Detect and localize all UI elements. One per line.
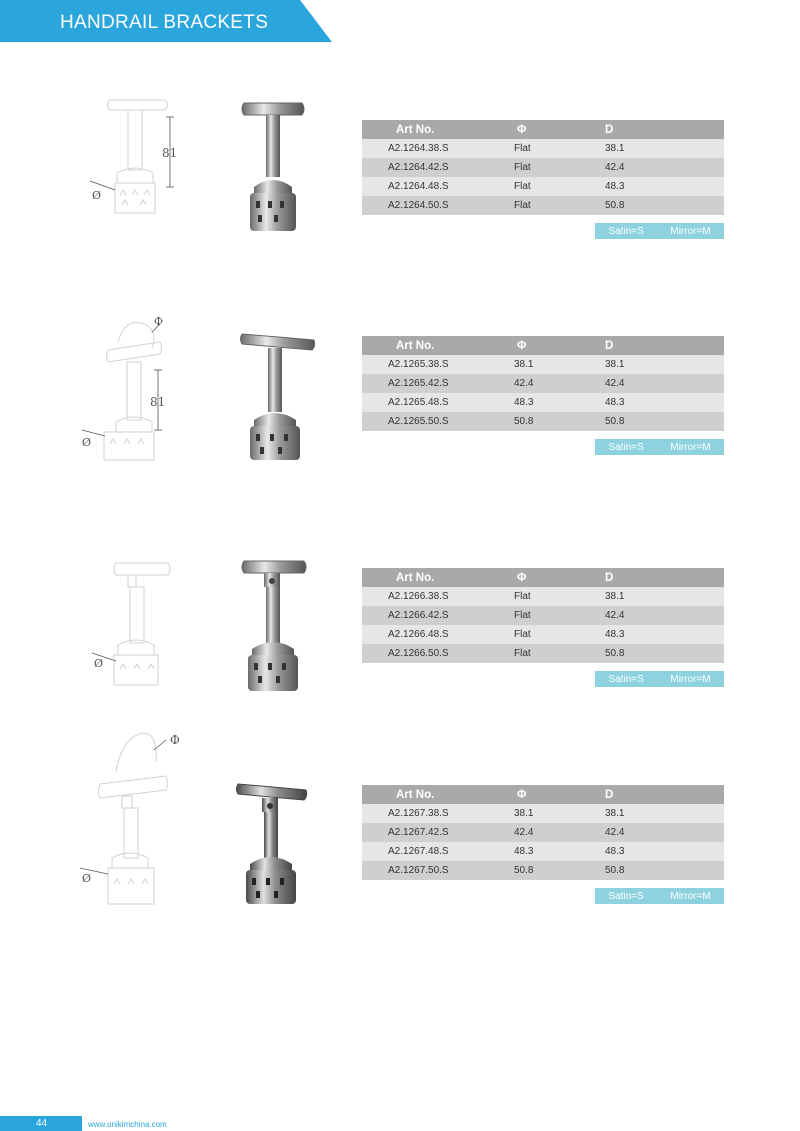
table-row: A2.1267.50.S 50.8 50.8 (362, 861, 724, 880)
column-header-art-no: Art No. (362, 336, 514, 355)
spec-table-1265 (362, 336, 724, 431)
dimension-phi-label: Φ (170, 733, 180, 747)
dimension-diameter-label: Ø (82, 436, 92, 449)
table-row: A2.1267.48.S 48.3 48.3 (362, 842, 724, 861)
table-row: A2.1265.42.S 42.4 42.4 (362, 374, 724, 393)
finish-mirror-label: Mirror=M (670, 225, 711, 237)
product-section-1265 (0, 312, 800, 512)
dimension-phi-label: Φ (154, 315, 164, 328)
product-section-1267 (0, 728, 800, 928)
spec-table-1266 (362, 568, 724, 663)
dimension-diameter-label: Ø (92, 189, 102, 202)
table-row: A2.1265.48.S 48.3 48.3 (362, 393, 724, 412)
finish-satin-label: Satin=S (608, 441, 644, 453)
column-header-art-no: Art No. (362, 120, 514, 139)
dimension-diameter-label: Ø (82, 872, 92, 885)
table-row: A2.1264.42.S Flat 42.4 (362, 158, 724, 177)
finish-satin-label: Satin=S (608, 890, 644, 902)
column-header-d: D (605, 568, 724, 587)
column-header-d: D (605, 785, 724, 804)
finish-satin-label: Satin=S (608, 673, 644, 685)
column-header-art-no: Art No. (362, 568, 514, 587)
table-row: A2.1266.42.S Flat 42.4 (362, 606, 724, 625)
table-row: A2.1267.38.S 38.1 38.1 (362, 804, 724, 823)
spec-table-1264 (362, 120, 724, 215)
table-row: A2.1265.50.S 50.8 50.8 (362, 412, 724, 431)
finish-legend (595, 671, 724, 687)
technical-drawing-1266 (70, 545, 200, 695)
product-photo-1266 (230, 545, 320, 695)
page-title: HANDRAIL BRACKETS (60, 12, 269, 33)
spec-table-1267 (362, 785, 724, 880)
finish-satin-label: Satin=S (608, 225, 644, 237)
table-row: A2.1267.42.S 42.4 42.4 (362, 823, 724, 842)
product-section-1264 (0, 95, 800, 295)
table-row: A2.1264.48.S Flat 48.3 (362, 177, 724, 196)
technical-drawing-1267 (70, 728, 200, 918)
product-photo-1264 (230, 95, 320, 245)
column-header-art-no: Art No. (362, 785, 514, 804)
finish-mirror-label: Mirror=M (670, 673, 711, 685)
dimension-diameter-label: Ø (94, 657, 104, 670)
website-link[interactable]: www.unikimchina.com (88, 1120, 167, 1129)
product-photo-1267 (230, 728, 320, 918)
column-header-phi: Φ (514, 568, 605, 587)
product-section-1266 (0, 545, 800, 745)
technical-drawing-1264 (70, 95, 200, 245)
table-row: A2.1266.48.S Flat 48.3 (362, 625, 724, 644)
finish-mirror-label: Mirror=M (670, 441, 711, 453)
technical-drawing-1265 (70, 312, 200, 462)
dimension-height-label: 81 (150, 395, 166, 409)
table-row: A2.1264.50.S Flat 50.8 (362, 196, 724, 215)
finish-legend (595, 888, 724, 904)
finish-mirror-label: Mirror=M (670, 890, 711, 902)
column-header-d: D (605, 336, 724, 355)
column-header-phi: Φ (514, 336, 605, 355)
finish-legend (595, 439, 724, 455)
table-row: A2.1266.50.S Flat 50.8 (362, 644, 724, 663)
page-number: 44 (0, 1116, 82, 1131)
column-header-phi: Φ (514, 120, 605, 139)
table-row: A2.1265.38.S 38.1 38.1 (362, 355, 724, 374)
column-header-phi: Φ (514, 785, 605, 804)
product-photo-1265 (230, 312, 320, 462)
column-header-d: D (605, 120, 724, 139)
table-row: A2.1264.38.S Flat 38.1 (362, 139, 724, 158)
finish-legend (595, 223, 724, 239)
dimension-height-label: 81 (162, 146, 178, 160)
table-row: A2.1266.38.S Flat 38.1 (362, 587, 724, 606)
